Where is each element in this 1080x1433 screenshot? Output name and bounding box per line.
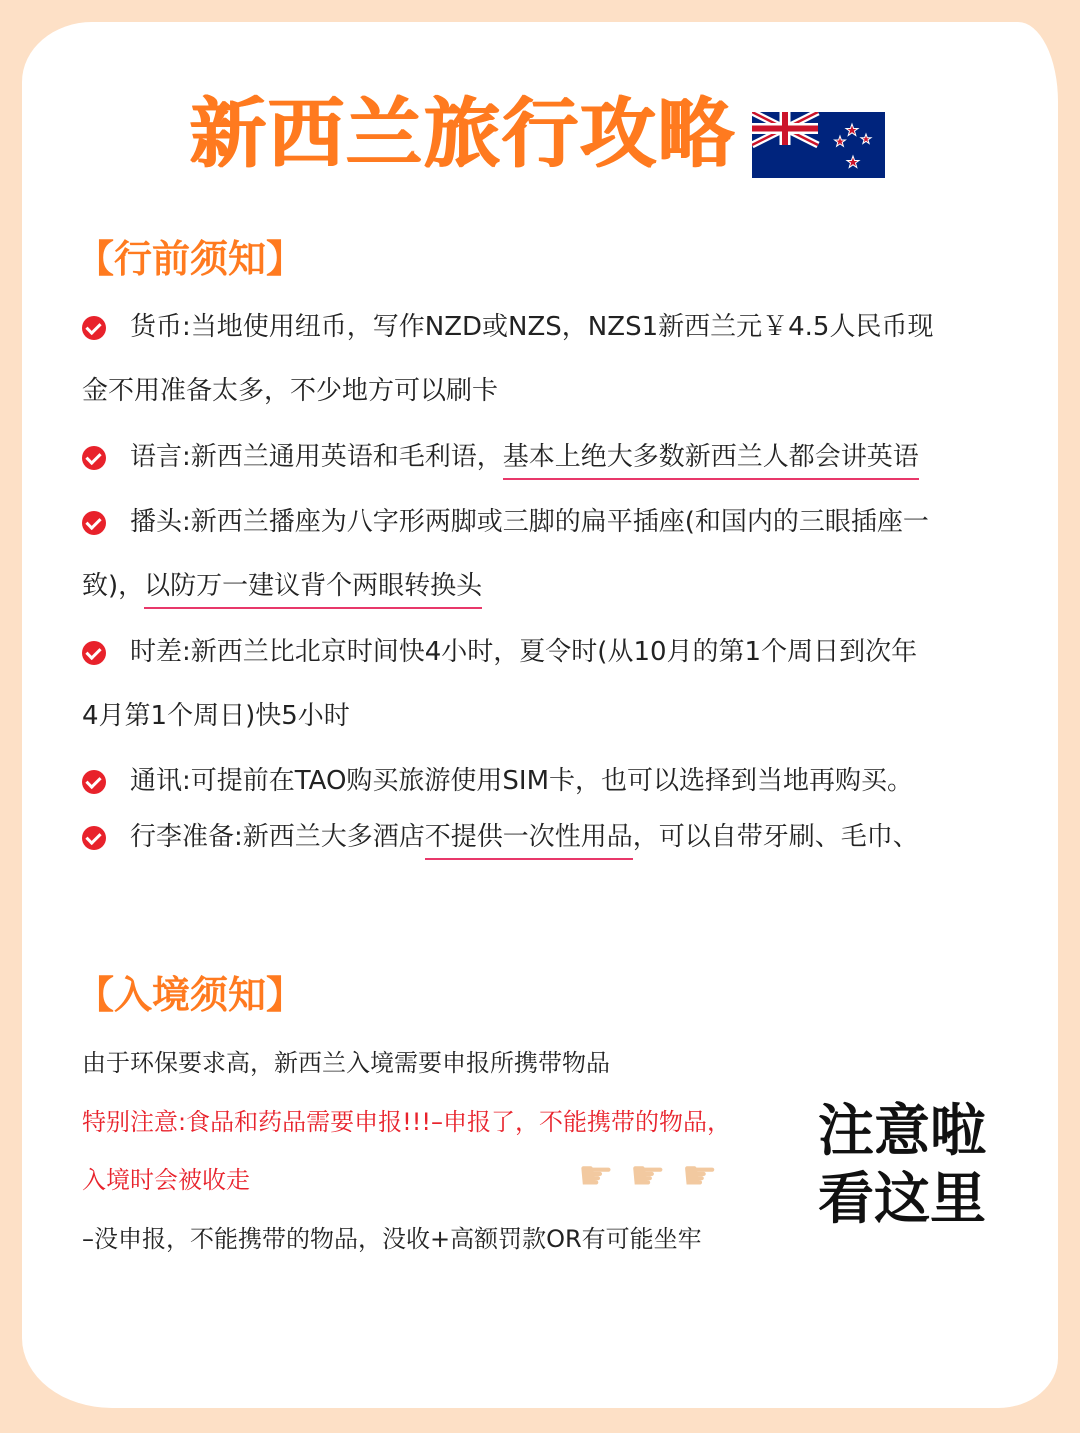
item-text-part: 语言:新西兰通用英语和毛利语， [130, 442, 503, 472]
item-text: 4月第1个周日)快5小时 [82, 701, 350, 731]
attention-note-line1: 注意啦 [818, 1099, 986, 1164]
highlight-text: 基本上绝大多数新西兰人都会讲英语 [503, 442, 919, 480]
item-text [130, 442, 919, 472]
pre-trip-heading: 【行前须知】 [76, 237, 305, 281]
item-text: 时差:新西兰比北京时间快4小时，夏令时(从10月的第1个周日到次年 [130, 637, 918, 667]
item-text [82, 571, 482, 601]
pointing-hand-icon: ☛ [578, 1153, 614, 1199]
new-zealand-flag-icon [752, 112, 885, 178]
entry-intro: 由于环保要求高，新西兰入境需要申报所携带物品 [82, 1049, 610, 1077]
check-circle-icon [82, 446, 106, 470]
highlight-text: 以防万一建议背个两眼转换头 [144, 571, 482, 609]
check-circle-icon [82, 641, 106, 665]
item-text: 通讯:可提前在TAO购买旅游使用SIM卡，也可以选择到当地再购买。 [130, 766, 914, 796]
attention-note-line2: 看这里 [818, 1167, 986, 1232]
pointing-hand-icon: ☛ [629, 1153, 666, 1199]
item-text: 金不用准备太多，不少地方可以刷卡 [82, 376, 499, 406]
pointing-hands [578, 1153, 734, 1199]
pointing-hand-icon: ☛ [681, 1153, 718, 1199]
entry-penalty: –没申报，不能携带的物品，没收+高额罚款OR有可能坐牢 [82, 1225, 702, 1253]
item-text-part: ，可以自带牙刷、毛巾、 [632, 822, 919, 852]
page-title: 新西兰旅行攻略 [190, 89, 736, 178]
check-circle-icon [82, 316, 106, 340]
check-circle-icon [82, 770, 106, 794]
item-text-part: 致)， [82, 571, 145, 601]
item-text: 播头:新西兰播座为八字形两脚或三脚的扁平插座(和国内的三眼插座一 [130, 507, 929, 537]
item-text: 货币:当地使用纽币，写作NZD或NZS，NZS1新西兰元￥4.5人民币现 [130, 312, 934, 342]
check-circle-icon [82, 826, 106, 850]
entry-heading: 【入境须知】 [76, 973, 305, 1017]
attention-note [818, 1098, 986, 1234]
entry-warning-line1: 特别注意:食品和药品需要申报!!!–申报了，不能携带的物品， [82, 1108, 731, 1136]
entry-warning-line2: 入境时会被收走 [82, 1166, 250, 1194]
item-text-part: 行李准备:新西兰大多酒店 [130, 822, 425, 852]
highlight-text: 不提供一次性用品 [425, 822, 633, 860]
item-text [130, 822, 919, 852]
check-circle-icon [82, 511, 106, 535]
